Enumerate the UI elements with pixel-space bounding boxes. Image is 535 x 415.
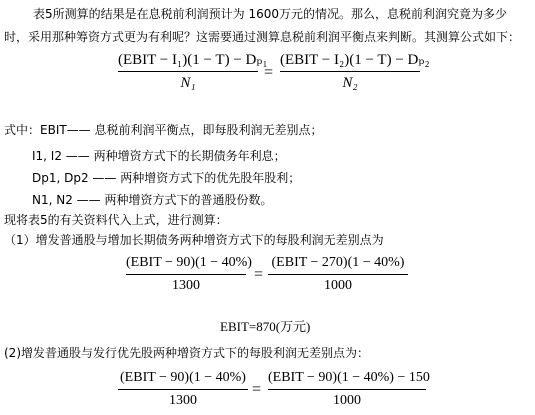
- definition-dividend: Dp1, Dp2 —— 两种增资方式下的优先股年股利；: [32, 171, 301, 185]
- general-rhs-numerator: (EBIT − I₂)(1 − T) − Dₚ₂: [280, 52, 430, 68]
- fraction-bar: [268, 274, 408, 275]
- case1-result: EBIT=870(万元): [220, 319, 311, 334]
- fraction-bar: [280, 71, 420, 72]
- case1-lhs-numerator: (EBIT − 90)(1 − 40%): [126, 255, 252, 270]
- definition-shares: N1, N2 —— 两种增资方式下的普通股份数。: [32, 193, 273, 207]
- fraction-bar: [126, 274, 246, 275]
- paragraph-line-2: 时，采用那种筹资方式更为有利呢？这需要通过测算息税前利润平衡点来判断。其测算公式如下：: [4, 30, 521, 44]
- case2-lhs-denominator: 1300: [169, 393, 197, 408]
- case1-rhs: [268, 253, 408, 296]
- general-rhs-denominator: N₂: [342, 75, 358, 91]
- case2-lhs: [118, 368, 248, 411]
- case1-lhs-denominator: 1300: [172, 278, 200, 293]
- case2-lhs-numerator: (EBIT − 90)(1 − 40%): [120, 370, 246, 385]
- case1-lhs: [126, 253, 252, 296]
- case1-equals: =: [254, 266, 264, 283]
- case2-rhs-numerator: (EBIT − 90)(1 − 40%) − 150: [268, 370, 430, 385]
- definition-interest: I1, I2 —— 两种增资方式下的长期债务年利息；: [32, 149, 286, 163]
- case1-rhs-numerator: (EBIT − 270)(1 − 40%): [271, 255, 405, 270]
- case1-title: （1）增发普通股与增加长期债务两种增资方式下的每股利润无差别点为: [4, 233, 384, 247]
- general-equals: =: [264, 64, 274, 81]
- general-lhs-denominator: N₁: [180, 75, 196, 91]
- general-formula-lhs: [118, 50, 268, 93]
- intro-text: 现将表5的有关资料代入上式，进行测算：: [4, 213, 228, 227]
- case2-rhs: [268, 368, 430, 411]
- general-lhs-numerator: (EBIT − I₁)(1 − T) − Dₚ₁: [118, 52, 268, 68]
- general-formula-rhs: [280, 50, 430, 93]
- case2-equals: =: [252, 381, 262, 398]
- case2-title: (2)增发普通股与发行优先股两种增资方式下的每股利润无差别点为：: [4, 346, 370, 360]
- case2-rhs-denominator: 1000: [333, 393, 361, 408]
- fraction-bar: [268, 389, 426, 390]
- fraction-bar: [118, 389, 248, 390]
- paragraph-line-1: 表5所测算的结果是在息税前利润预计为 1600万元的情况。那么，息税前利润究竟为多少: [33, 7, 507, 21]
- fraction-bar: [118, 71, 258, 72]
- case1-rhs-denominator: 1000: [324, 278, 352, 293]
- definition-ebit: 式中：EBIT—— 息税前利润平衡点，即每股利润无差别点；: [4, 123, 323, 137]
